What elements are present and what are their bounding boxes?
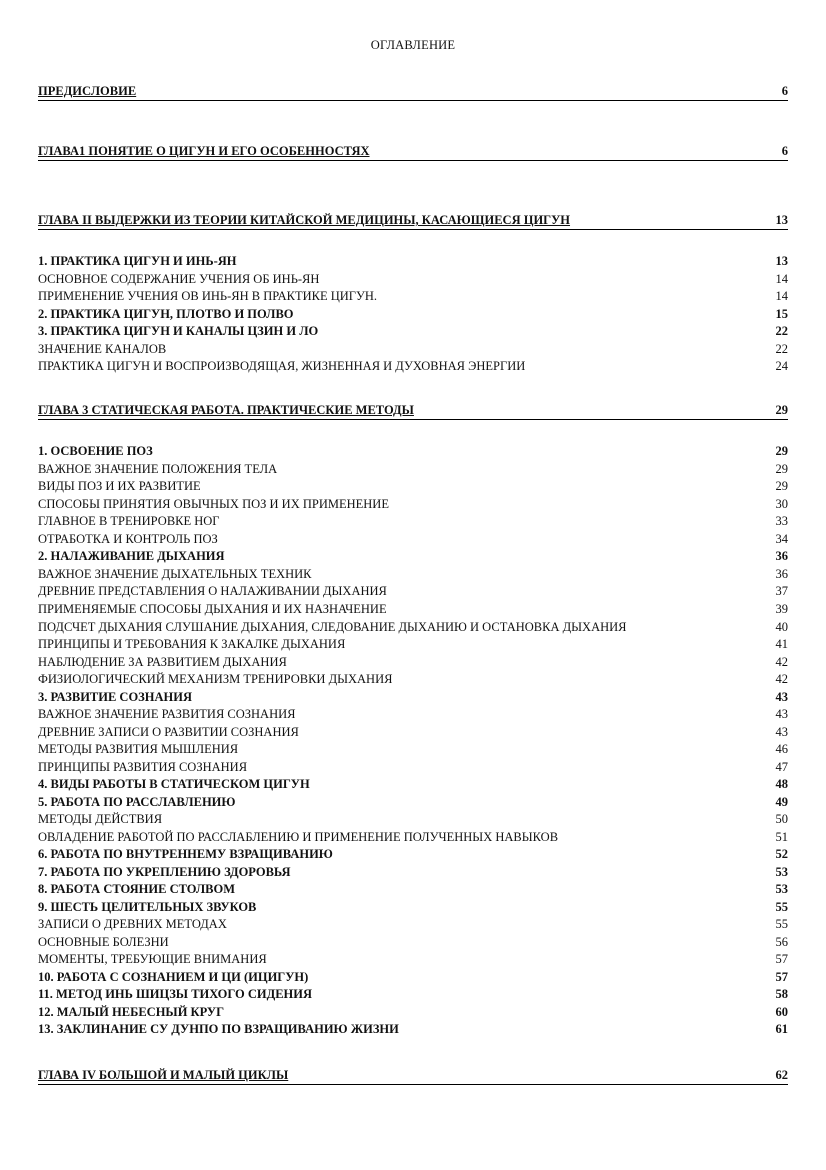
toc-section-row[interactable] — [38, 307, 788, 322]
toc-section-row[interactable] — [38, 777, 788, 792]
toc-entry-title: ЗАПИСИ О ДРЕВНИХ МЕТОДАХ — [38, 917, 227, 931]
toc-page-number: 62 — [775, 1068, 788, 1082]
toc-entry-title: ОТРАБОТКА И КОНТРОЛЬ ПОЗ — [38, 532, 218, 546]
toc-subsection-row[interactable] — [38, 830, 788, 845]
toc-section-row[interactable] — [38, 549, 788, 564]
toc-entry-title: 9. ШЕСТЬ ЦЕЛИТЕЛЬНЫХ ЗВУКОВ — [38, 900, 257, 914]
toc-page-number: 42 — [775, 672, 788, 686]
toc-entry-title: ПРИМЕНЕНИЕ УЧЕНИЯ ОВ ИНЬ-ЯН В ПРАКТИКЕ ЦИГУН. — [38, 289, 377, 303]
toc-entry-title: 13. ЗАКЛИНАНИЕ СУ ДУНПО ПО ВЗРАЩИВАНИЮ ЖИЗНИ — [38, 1022, 399, 1036]
toc-page-number: 24 — [775, 359, 788, 373]
toc-entry-title: 6. РАБОТА ПО ВНУТРЕННЕМУ ВЗРАЩИВАНИЮ — [38, 847, 333, 861]
toc-page-number: 36 — [775, 567, 788, 581]
toc-page-number: 34 — [775, 532, 788, 546]
toc-section-row[interactable] — [38, 795, 788, 810]
toc-page-number: 6 — [781, 84, 788, 98]
toc-entry-title: НАБЛЮДЕНИЕ ЗА РАЗВИТИЕМ ДЫХАНИЯ — [38, 655, 287, 669]
toc-entry-title: ЗНАЧЕНИЕ КАНАЛОВ — [38, 342, 167, 356]
toc-entry-title: ГЛАВА IV БОЛЬШОЙ И МАЛЫЙ ЦИКЛЫ — [38, 1068, 289, 1082]
toc-entry-title: 10. РАБОТА С СОЗНАНИЕМ И ЦИ (ИЦИГУН) — [38, 970, 309, 984]
toc-page-number: 6 — [781, 144, 788, 158]
toc-subsection-row[interactable] — [38, 760, 788, 775]
toc-entry-title: 4. ВИДЫ РАБОТЫ В СТАТИЧЕСКОМ ЦИГУН — [38, 777, 310, 791]
toc-entry-title: МЕТОДЫ РАЗВИТИЯ МЫШЛЕНИЯ — [38, 742, 239, 756]
toc-page-number: 46 — [775, 742, 788, 756]
toc-entry-title: 5. РАБОТА ПО РАССЛАВЛЕНИЮ — [38, 795, 236, 809]
toc-page-number: 56 — [775, 935, 788, 949]
toc-page-number: 43 — [775, 690, 788, 704]
toc-page-number: 50 — [775, 812, 788, 826]
toc-page-number: 55 — [775, 900, 788, 914]
toc-page-number: 57 — [775, 970, 788, 984]
toc-page-number: 36 — [775, 549, 788, 563]
toc-entry-title: ПОДСЧЕТ ДЫХАНИЯ СЛУШАНИЕ ДЫХАНИЯ, СЛЕДОВАНИЕ ДЫХАНИЮ И ОСТАНОВКА ДЫХАНИЯ — [38, 620, 627, 634]
toc-page-number: 29 — [775, 479, 788, 493]
toc-section-row[interactable] — [38, 1005, 788, 1020]
toc-page-number: 13 — [775, 254, 788, 268]
toc-section-row[interactable] — [38, 900, 788, 915]
toc-entry-title: 2. ПРАКТИКА ЦИГУН, ПЛОТВО И ПОЛВО — [38, 307, 294, 321]
toc-subsection-row[interactable] — [38, 289, 788, 304]
toc-entry-title: 3. ПРАКТИКА ЦИГУН И КАНАЛЫ ЦЗИН И ЛО — [38, 324, 319, 338]
toc-section-row[interactable] — [38, 987, 788, 1002]
toc-subsection-row[interactable] — [38, 342, 788, 357]
toc-subsection-row[interactable] — [38, 462, 788, 477]
toc-entry-title: ФИЗИОЛОГИЧЕСКИЙ МЕХАНИЗМ ТРЕНИРОВКИ ДЫХАНИЯ — [38, 672, 393, 686]
toc-entry-title: ВИДЫ ПОЗ И ИХ РАЗВИТИЕ — [38, 479, 201, 493]
toc-entry-title: ГЛАВА II ВЫДЕРЖКИ ИЗ ТЕОРИИ КИТАЙСКОЙ МЕДИЦИНЫ, КАСАЮЩИЕСЯ ЦИГУН — [38, 213, 571, 227]
toc-page-number: 47 — [775, 760, 788, 774]
toc-entry-title: ПРЕДИСЛОВИЕ — [38, 84, 137, 98]
toc-page-number: 58 — [775, 987, 788, 1001]
toc-page-number: 29 — [775, 444, 788, 458]
toc-subsection-row[interactable] — [38, 602, 788, 617]
toc-entry-title: ВАЖНОЕ ЗНАЧЕНИЕ ДЫХАТЕЛЬНЫХ ТЕХНИК — [38, 567, 312, 581]
toc-section-row[interactable] — [38, 324, 788, 339]
toc-entry-title: ВАЖНОЕ ЗНАЧЕНИЕ ПОЛОЖЕНИЯ ТЕЛА — [38, 462, 278, 476]
toc-section-row[interactable] — [38, 970, 788, 985]
toc-entry-title: ВАЖНОЕ ЗНАЧЕНИЕ РАЗВИТИЯ СОЗНАНИЯ — [38, 707, 296, 721]
toc-entry-title: ГЛАВНОЕ В ТРЕНИРОВКЕ НОГ — [38, 514, 220, 528]
toc-entry-title: ГЛАВА 3 СТАТИЧЕСКАЯ РАБОТА. ПРАКТИЧЕСКИЕ МЕТОДЫ — [38, 403, 414, 417]
toc-subsection-row[interactable] — [38, 584, 788, 599]
toc-page-number: 53 — [775, 882, 788, 896]
toc-page-number: 14 — [775, 272, 788, 286]
toc-entry-title: ГЛАВА1 ПОНЯТИЕ О ЦИГУН И ЕГО ОСОБЕННОСТЯХ — [38, 144, 370, 158]
toc-page-number: 37 — [775, 584, 788, 598]
toc-chapter-row[interactable] — [38, 84, 788, 101]
toc-entry-title: ДРЕВНИЕ ПРЕДСТАВЛЕНИЯ О НАЛАЖИВАНИИ ДЫХАНИЯ — [38, 584, 387, 598]
toc-entry-title: ОСНОВНЫЕ БОЛЕЗНИ — [38, 935, 169, 949]
toc-entry-title: ПРИМЕНЯЕМЫЕ СПОСОБЫ ДЫХАНИЯ И ИХ НАЗНАЧЕНИЕ — [38, 602, 387, 616]
toc-chapter-row[interactable] — [38, 1068, 788, 1085]
toc-chapter-row[interactable] — [38, 213, 788, 230]
toc-entry-title: 3. РАЗВИТИЕ СОЗНАНИЯ — [38, 690, 193, 704]
toc-page-number: 41 — [775, 637, 788, 651]
toc-subsection-row[interactable] — [38, 742, 788, 757]
toc-page-number: 49 — [775, 795, 788, 809]
toc-entry-title: ОСНОВНОЕ СОДЕРЖАНИЕ УЧЕНИЯ ОБ ИНЬ-ЯН — [38, 272, 320, 286]
toc-page-number: 14 — [775, 289, 788, 303]
toc-entry-title: ДРЕВНИЕ ЗАПИСИ О РАЗВИТИИ СОЗНАНИЯ — [38, 725, 299, 739]
toc-section-row[interactable] — [38, 444, 788, 459]
toc-page-number: 15 — [775, 307, 788, 321]
toc-subsection-row[interactable] — [38, 952, 788, 967]
toc-subsection-row[interactable] — [38, 479, 788, 494]
toc-page-number: 57 — [775, 952, 788, 966]
toc-subsection-row[interactable] — [38, 655, 788, 670]
toc-entry-title: МОМЕНТЫ, ТРЕБУЮЩИЕ ВНИМАНИЯ — [38, 952, 267, 966]
toc-entry-title: 1. ОСВОЕНИЕ ПОЗ — [38, 444, 153, 458]
toc-subsection-row[interactable] — [38, 272, 788, 287]
toc-page-number: 43 — [775, 707, 788, 721]
toc-page-number: 61 — [775, 1022, 788, 1036]
toc-page-number: 29 — [775, 403, 788, 417]
toc-entry-title: СПОСОБЫ ПРИНЯТИЯ ОВЫЧНЫХ ПОЗ И ИХ ПРИМЕНЕНИЕ — [38, 497, 389, 511]
toc-title: ОГЛАВЛЕНИЕ — [370, 38, 456, 52]
toc-page-number: 53 — [775, 865, 788, 879]
toc-page-number: 55 — [775, 917, 788, 931]
toc-section-row[interactable] — [38, 847, 788, 862]
toc-subsection-row[interactable] — [38, 620, 788, 635]
toc-subsection-row[interactable] — [38, 707, 788, 722]
toc-entry-title: ОВЛАДЕНИЕ РАБОТОЙ ПО РАССЛАБЛЕНИЮ И ПРИМЕНЕНИЕ ПОЛУЧЕННЫХ НАВЫКОВ — [38, 830, 559, 844]
toc-entry-title: 2. НАЛАЖИВАНИЕ ДЫХАНИЯ — [38, 549, 225, 563]
toc-page-number: 42 — [775, 655, 788, 669]
toc-section-row[interactable] — [38, 690, 788, 705]
toc-page-number: 48 — [775, 777, 788, 791]
toc-entry-title: ПРИНЦИПЫ РАЗВИТИЯ СОЗНАНИЯ — [38, 760, 248, 774]
toc-subsection-row[interactable] — [38, 672, 788, 687]
toc-entry-title: ПРАКТИКА ЦИГУН И ВОСПРОИЗВОДЯЩАЯ, ЖИЗНЕННАЯ И ДУХОВНАЯ ЭНЕРГИИ — [38, 359, 526, 373]
toc-subsection-row[interactable] — [38, 497, 788, 512]
toc-entry-title: 1. ПРАКТИКА ЦИГУН И ИНЬ-ЯН — [38, 254, 237, 268]
toc-subsection-row[interactable] — [38, 514, 788, 529]
toc-page-number: 60 — [775, 1005, 788, 1019]
toc-subsection-row[interactable] — [38, 917, 788, 932]
toc-page-number: 52 — [775, 847, 788, 861]
toc-section-row[interactable] — [38, 254, 788, 269]
toc-section-row[interactable] — [38, 1022, 788, 1037]
toc-page-number: 22 — [775, 342, 788, 356]
toc-page-number: 40 — [775, 620, 788, 634]
toc-section-row[interactable] — [38, 882, 788, 897]
toc-entry-title: МЕТОДЫ ДЕЙСТВИЯ — [38, 812, 163, 826]
toc-entry-title: 8. РАБОТА СТОЯНИЕ СТОЛВОМ — [38, 882, 236, 896]
toc-section-row[interactable] — [38, 865, 788, 880]
toc-subsection-row[interactable] — [38, 532, 788, 547]
toc-page-number: 33 — [775, 514, 788, 528]
toc-page-number: 39 — [775, 602, 788, 616]
toc-entry-title: 11. МЕТОД ИНЬ ШИЦЗЫ ТИХОГО СИДЕНИЯ — [38, 987, 313, 1001]
toc-chapter-row[interactable] — [38, 403, 788, 420]
toc-subsection-row[interactable] — [38, 812, 788, 827]
toc-entry-title: 7. РАБОТА ПО УКРЕПЛЕНИЮ ЗДОРОВЬЯ — [38, 865, 291, 879]
toc-entry-title: 12. МАЛЫЙ НЕБЕСНЫЙ КРУГ — [38, 1005, 225, 1019]
toc-page-number: 29 — [775, 462, 788, 476]
toc-entry-title: ПРИНЦИПЫ И ТРЕБОВАНИЯ К ЗАКАЛКЕ ДЫХАНИЯ — [38, 637, 346, 651]
toc-chapter-row[interactable] — [38, 144, 788, 161]
toc-page-number: 43 — [775, 725, 788, 739]
toc-subsection-row[interactable] — [38, 725, 788, 740]
toc-page-number: 13 — [775, 213, 788, 227]
toc-page-number: 30 — [775, 497, 788, 511]
toc-subsection-row[interactable] — [38, 567, 788, 582]
toc-subsection-row[interactable] — [38, 359, 788, 374]
toc-page-number: 22 — [775, 324, 788, 338]
toc-subsection-row[interactable] — [38, 637, 788, 652]
toc-subsection-row[interactable] — [38, 935, 788, 950]
toc-page-number: 51 — [775, 830, 788, 844]
